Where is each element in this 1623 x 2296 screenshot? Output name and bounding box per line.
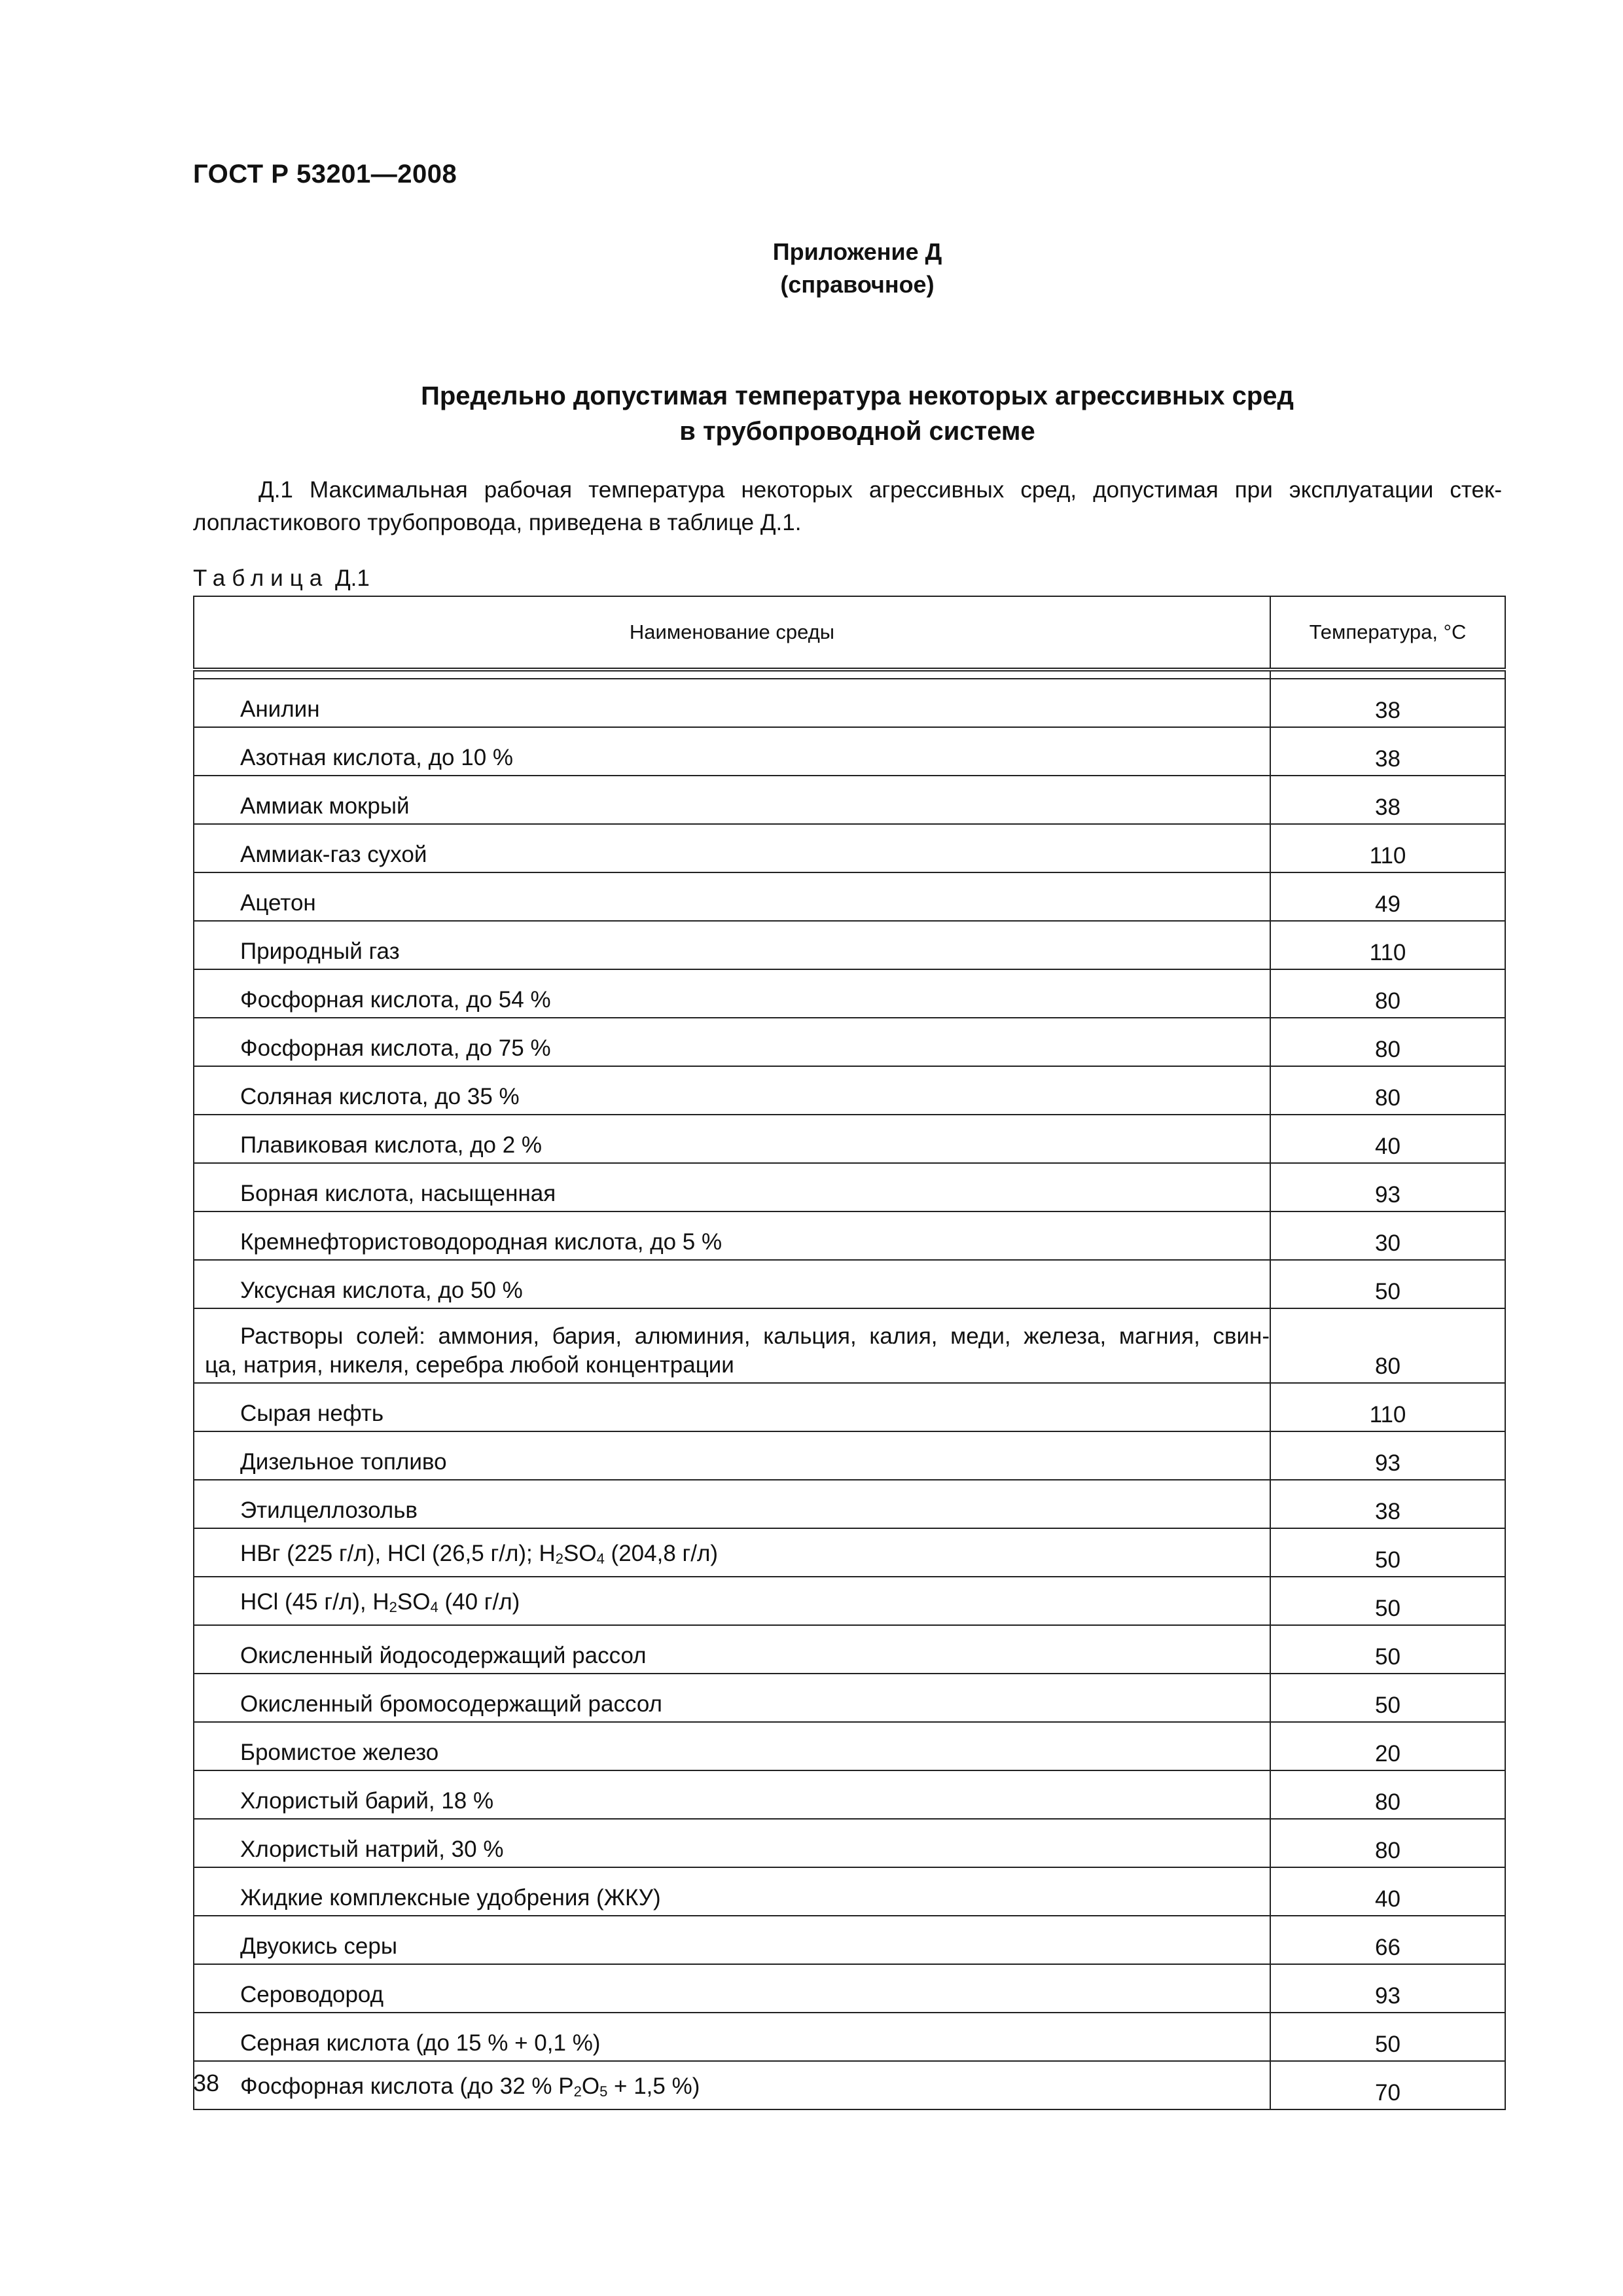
medium-name-cell: Борная кислота, насыщенная — [194, 1163, 1270, 1211]
table-row — [194, 1018, 1505, 1066]
temperature-cell: 20 — [1270, 1722, 1505, 1770]
medium-name-cell: Аммиак-газ сухой — [194, 824, 1270, 872]
medium-name-cell: Жидкие комплексные удобрения (ЖКУ) — [194, 1867, 1270, 1916]
chemical-subscript: 2 — [555, 1551, 563, 1567]
temperature-cell: 110 — [1270, 824, 1505, 872]
medium-name-line-1: Растворы солей: аммония, бария, алюминия, кальция, калия, меди, железа, магния, свин- — [240, 1323, 1270, 1349]
table-row — [194, 1577, 1505, 1625]
medium-name-cell: Сырая нефть — [194, 1383, 1270, 1431]
separator-cell — [194, 670, 1270, 679]
temperature-cell: 50 — [1270, 1674, 1505, 1722]
medium-name-cell: Этилцеллозольв — [194, 1480, 1270, 1528]
chemical-subscript: 5 — [599, 2083, 608, 2100]
section-title — [0, 378, 1623, 449]
table-row — [194, 1115, 1505, 1163]
table-row — [194, 727, 1505, 776]
temperature-cell: 93 — [1270, 1964, 1505, 2013]
temperature-cell: 80 — [1270, 1770, 1505, 1819]
temperature-cell: 49 — [1270, 872, 1505, 921]
medium-name-cell — [194, 1577, 1270, 1625]
medium-name-cell: Природный газ — [194, 921, 1270, 969]
table-row — [194, 1163, 1505, 1211]
medium-name-part: Фосфорная кислота (до 32 % P — [240, 2073, 574, 2099]
medium-name-part: + 1,5 %) — [607, 2073, 700, 2099]
medium-name-cell: Аммиак мокрый — [194, 776, 1270, 824]
table-row — [194, 679, 1505, 727]
table-row — [194, 1819, 1505, 1867]
medium-name-part: (204,8 г/л) — [604, 1541, 719, 1566]
medium-name-cell: Кремнефтористоводородная кислота, до 5 % — [194, 1211, 1270, 1260]
temperature-cell: 93 — [1270, 1163, 1505, 1211]
medium-name-cell: Хлористый барий, 18 % — [194, 1770, 1270, 1819]
temperature-cell: 50 — [1270, 1577, 1505, 1625]
temperature-cell: 38 — [1270, 1480, 1505, 1528]
standard-designation: ГОСТ Р 53201—2008 — [193, 160, 457, 188]
table-row — [194, 1260, 1505, 1308]
table-row — [194, 1625, 1505, 1674]
table-row — [194, 921, 1505, 969]
chemical-subscript: 2 — [389, 1599, 397, 1615]
table-row — [194, 1722, 1505, 1770]
temperature-cell: 110 — [1270, 1383, 1505, 1431]
medium-name-part: НВг (225 г/л), HCl (26,5 г/л); H — [240, 1541, 556, 1566]
medium-name-cell: Ацетон — [194, 872, 1270, 921]
table-row — [194, 1308, 1505, 1383]
table-caption — [193, 565, 370, 592]
temperature-cell: 40 — [1270, 1115, 1505, 1163]
appendix-type: (справочное) — [780, 271, 935, 298]
table-row — [194, 1211, 1505, 1260]
temperature-cell: 66 — [1270, 1916, 1505, 1964]
table-row — [194, 1480, 1505, 1528]
section-title-line-1: Предельно допустимая температура некоторых агрессивных сред — [421, 382, 1294, 410]
temperature-cell: 110 — [1270, 921, 1505, 969]
medium-name-cell: Окисленный бромосодержащий рассол — [194, 1674, 1270, 1722]
appendix-heading — [0, 236, 1623, 301]
temperature-cell: 38 — [1270, 776, 1505, 824]
table-row — [194, 969, 1505, 1018]
chemical-subscript: 4 — [596, 1551, 605, 1567]
temperature-cell: 50 — [1270, 1260, 1505, 1308]
medium-name-cell: Фосфорная кислота, до 54 % — [194, 969, 1270, 1018]
medium-name-cell — [194, 1308, 1270, 1383]
page-number: 38 — [193, 2070, 220, 2096]
temperature-cell: 93 — [1270, 1431, 1505, 1480]
medium-name-cell: Дизельное топливо — [194, 1431, 1270, 1480]
table-row — [194, 776, 1505, 824]
medium-name-cell: Сероводород — [194, 1964, 1270, 2013]
medium-name-cell: Окисленный йодосодержащий рассол — [194, 1625, 1270, 1674]
intro-paragraph-line-2: лопластикового трубопровода, приведена в таблице Д.1. — [193, 510, 802, 535]
temperature-cell: 80 — [1270, 969, 1505, 1018]
medium-name-part: (40 г/л) — [438, 1589, 520, 1615]
separator-cell — [1270, 670, 1505, 679]
medium-name-part: HCl (45 г/л), H — [240, 1589, 389, 1615]
temperature-cell: 50 — [1270, 2013, 1505, 2061]
table-row — [194, 1066, 1505, 1115]
temperature-cell: 80 — [1270, 1308, 1505, 1383]
temperature-cell: 80 — [1270, 1819, 1505, 1867]
medium-name-cell: Анилин — [194, 679, 1270, 727]
table-row — [194, 2061, 1505, 2109]
table-row — [194, 1867, 1505, 1916]
intro-paragraph-line-1: Д.1 Максимальная рабочая температура некоторых агрессивных сред, допустимая при эксплуатации стек- — [259, 477, 1502, 503]
chemical-subscript: 4 — [430, 1599, 438, 1615]
medium-name-cell — [194, 2061, 1270, 2109]
medium-name-cell — [194, 1528, 1270, 1577]
table-row — [194, 872, 1505, 921]
table-row — [194, 1431, 1505, 1480]
table-caption-word: Таблица — [193, 565, 329, 591]
temperature-cell: 50 — [1270, 1625, 1505, 1674]
temperature-cell: 50 — [1270, 1528, 1505, 1577]
appendix-label: Приложение Д — [772, 238, 942, 265]
temperature-cell: 70 — [1270, 2061, 1505, 2109]
medium-name-part: SO — [563, 1541, 597, 1566]
temperature-cell: 40 — [1270, 1867, 1505, 1916]
table-row — [194, 1964, 1505, 2013]
medium-name-cell: Соляная кислота, до 35 % — [194, 1066, 1270, 1115]
table-row — [194, 1383, 1505, 1431]
medium-name-cell: Азотная кислота, до 10 % — [194, 727, 1270, 776]
temperature-cell: 80 — [1270, 1066, 1505, 1115]
table-row — [194, 1916, 1505, 1964]
intro-paragraph — [193, 474, 1502, 539]
table-row — [194, 824, 1505, 872]
temperature-table — [193, 596, 1506, 2110]
medium-name-cell: Хлористый натрий, 30 % — [194, 1819, 1270, 1867]
medium-name-cell: Серная кислота (до 15 % + 0,1 %) — [194, 2013, 1270, 2061]
chemical-subscript: 2 — [573, 2083, 582, 2100]
table-row — [194, 2013, 1505, 2061]
table-row — [194, 1674, 1505, 1722]
temperature-cell: 30 — [1270, 1211, 1505, 1260]
table-header-separator — [194, 670, 1505, 679]
temperature-cell: 38 — [1270, 727, 1505, 776]
table-row — [194, 1528, 1505, 1577]
header-medium-name: Наименование среды — [194, 596, 1270, 670]
medium-name-cell: Плавиковая кислота, до 2 % — [194, 1115, 1270, 1163]
section-title-line-2: в трубопроводной системе — [679, 417, 1035, 446]
medium-name-part: O — [581, 2073, 600, 2099]
table-caption-number: Д.1 — [334, 565, 370, 591]
temperature-cell: 38 — [1270, 679, 1505, 727]
table-header-row — [194, 596, 1505, 670]
medium-name-part: SO — [397, 1589, 431, 1615]
header-temperature: Температура, °С — [1270, 596, 1505, 670]
medium-name-cell: Фосфорная кислота, до 75 % — [194, 1018, 1270, 1066]
table-row — [194, 1770, 1505, 1819]
medium-name-cell: Уксусная кислота, до 50 % — [194, 1260, 1270, 1308]
temperature-cell: 80 — [1270, 1018, 1505, 1066]
medium-name-cell: Двуокись серы — [194, 1916, 1270, 1964]
medium-name-line-2: ца, натрия, никеля, серебра любой концентрации — [205, 1352, 734, 1378]
medium-name-cell: Бромистое железо — [194, 1722, 1270, 1770]
